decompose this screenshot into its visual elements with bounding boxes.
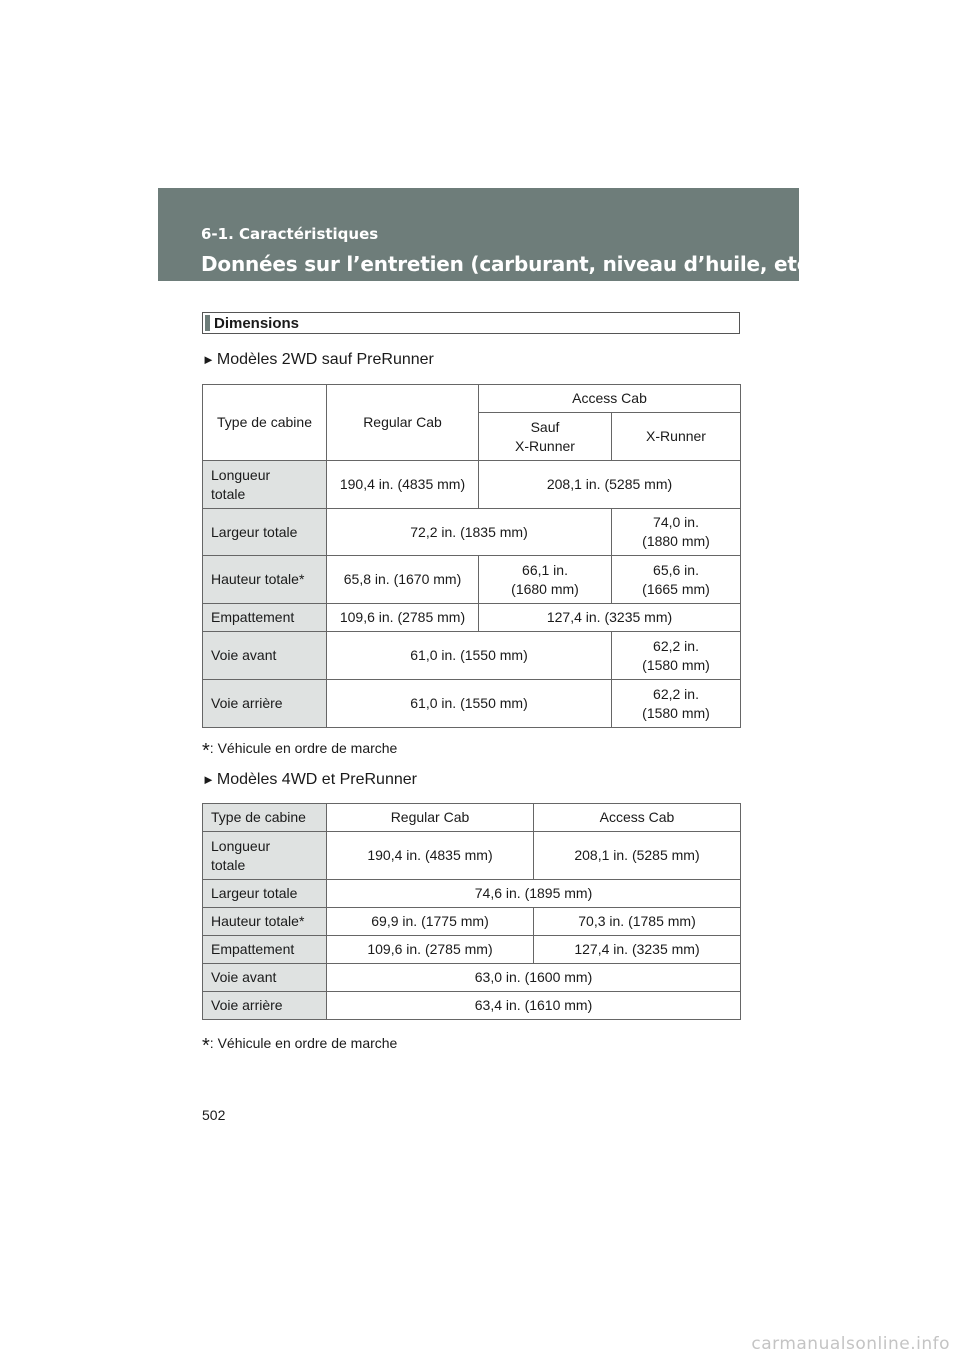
table-row xyxy=(203,832,741,880)
table-cell: 127,4 in. (3235 mm) xyxy=(534,936,741,964)
header-cell-type: Type de cabine xyxy=(203,804,327,832)
table-row xyxy=(203,992,741,1020)
subsection-marker xyxy=(205,315,210,331)
dimensions-table-2wd xyxy=(202,384,741,728)
row-label: Voie arrière xyxy=(203,680,327,728)
table-row xyxy=(203,880,741,908)
table2-title xyxy=(202,771,417,789)
row-label: Hauteur totale* xyxy=(203,908,327,936)
footnote-star: * xyxy=(202,1035,210,1057)
table-cell: 65,8 in. (1670 mm) xyxy=(327,556,479,604)
table-cell: 72,2 in. (1835 mm) xyxy=(327,509,612,556)
table-row xyxy=(203,804,741,832)
table-row xyxy=(203,385,741,413)
table-row xyxy=(203,680,741,728)
table-cell: 190,4 in. (4835 mm) xyxy=(327,461,479,509)
chapter-header xyxy=(158,188,825,281)
table-row xyxy=(203,461,741,509)
triangle-arrow-icon: ► xyxy=(202,352,215,367)
table-row xyxy=(203,936,741,964)
table-cell: 109,6 in. (2785 mm) xyxy=(327,936,534,964)
table-cell: 65,6 in. (1665 mm) xyxy=(612,556,741,604)
table-row xyxy=(203,604,741,632)
footnote-text: : Véhicule en ordre de marche xyxy=(209,740,398,756)
watermark: carmanualsonline.info xyxy=(751,1334,950,1354)
table-cell: 109,6 in. (2785 mm) xyxy=(327,604,479,632)
footnote-text: : Véhicule en ordre de marche xyxy=(209,1035,398,1051)
subsection-title: Dimensions xyxy=(214,315,300,332)
table-row xyxy=(203,556,741,604)
row-label: Empattement xyxy=(203,604,327,632)
triangle-arrow-icon: ► xyxy=(202,772,215,787)
header-cell-sauf: Sauf X-Runner xyxy=(479,413,612,461)
header-cell-xrunner: X-Runner xyxy=(612,413,741,461)
header-cell-regular: Regular Cab xyxy=(327,804,534,832)
row-label: Voie avant xyxy=(203,632,327,680)
row-label: Largeur totale xyxy=(203,880,327,908)
dimensions-table-4wd xyxy=(202,803,741,1020)
footnote-star: * xyxy=(202,740,210,762)
header-cell-type: Type de cabine xyxy=(203,385,327,461)
table-row xyxy=(203,964,741,992)
table-row xyxy=(203,509,741,556)
table-cell: 190,4 in. (4835 mm) xyxy=(327,832,534,880)
page-title: Données sur l’entretien (carburant, niveau d’huile, etc.) xyxy=(201,252,825,276)
table1-title-text: Modèles 2WD sauf PreRunner xyxy=(216,351,434,368)
row-label: Voie avant xyxy=(203,964,327,992)
table-cell: 63,0 in. (1600 mm) xyxy=(327,964,741,992)
row-label: Longueur totale xyxy=(203,461,327,509)
row-label: Hauteur totale* xyxy=(203,556,327,604)
table-cell: 62,2 in. (1580 mm) xyxy=(612,680,741,728)
table-cell: 63,4 in. (1610 mm) xyxy=(327,992,741,1020)
table1-footnote xyxy=(202,740,397,763)
table-cell: 208,1 in. (5285 mm) xyxy=(534,832,741,880)
section-number: 6-1. Caractéristiques xyxy=(201,225,379,243)
header-cell-regular: Regular Cab xyxy=(327,385,479,461)
table-cell: 66,1 in. (1680 mm) xyxy=(479,556,612,604)
table-row xyxy=(203,908,741,936)
table-cell: 70,3 in. (1785 mm) xyxy=(534,908,741,936)
table-cell: 74,6 in. (1895 mm) xyxy=(327,880,741,908)
page-number: 502 xyxy=(202,1107,226,1123)
table2-footnote xyxy=(202,1035,397,1058)
header-cell-access: Access Cab xyxy=(479,385,741,413)
table-cell: 127,4 in. (3235 mm) xyxy=(479,604,741,632)
table-cell: 69,9 in. (1775 mm) xyxy=(327,908,534,936)
table2-title-text: Modèles 4WD et PreRunner xyxy=(216,771,417,788)
row-label: Largeur totale xyxy=(203,509,327,556)
table-cell: 74,0 in. (1880 mm) xyxy=(612,509,741,556)
row-label: Empattement xyxy=(203,936,327,964)
table-cell: 61,0 in. (1550 mm) xyxy=(327,632,612,680)
subsection-header xyxy=(202,312,740,334)
row-label: Voie arrière xyxy=(203,992,327,1020)
header-cell-access: Access Cab xyxy=(534,804,741,832)
table-cell: 62,2 in. (1580 mm) xyxy=(612,632,741,680)
row-label: Longueur totale xyxy=(203,832,327,880)
table-row xyxy=(203,632,741,680)
table-cell: 208,1 in. (5285 mm) xyxy=(479,461,741,509)
table-cell: 61,0 in. (1550 mm) xyxy=(327,680,612,728)
table1-title xyxy=(202,351,434,369)
